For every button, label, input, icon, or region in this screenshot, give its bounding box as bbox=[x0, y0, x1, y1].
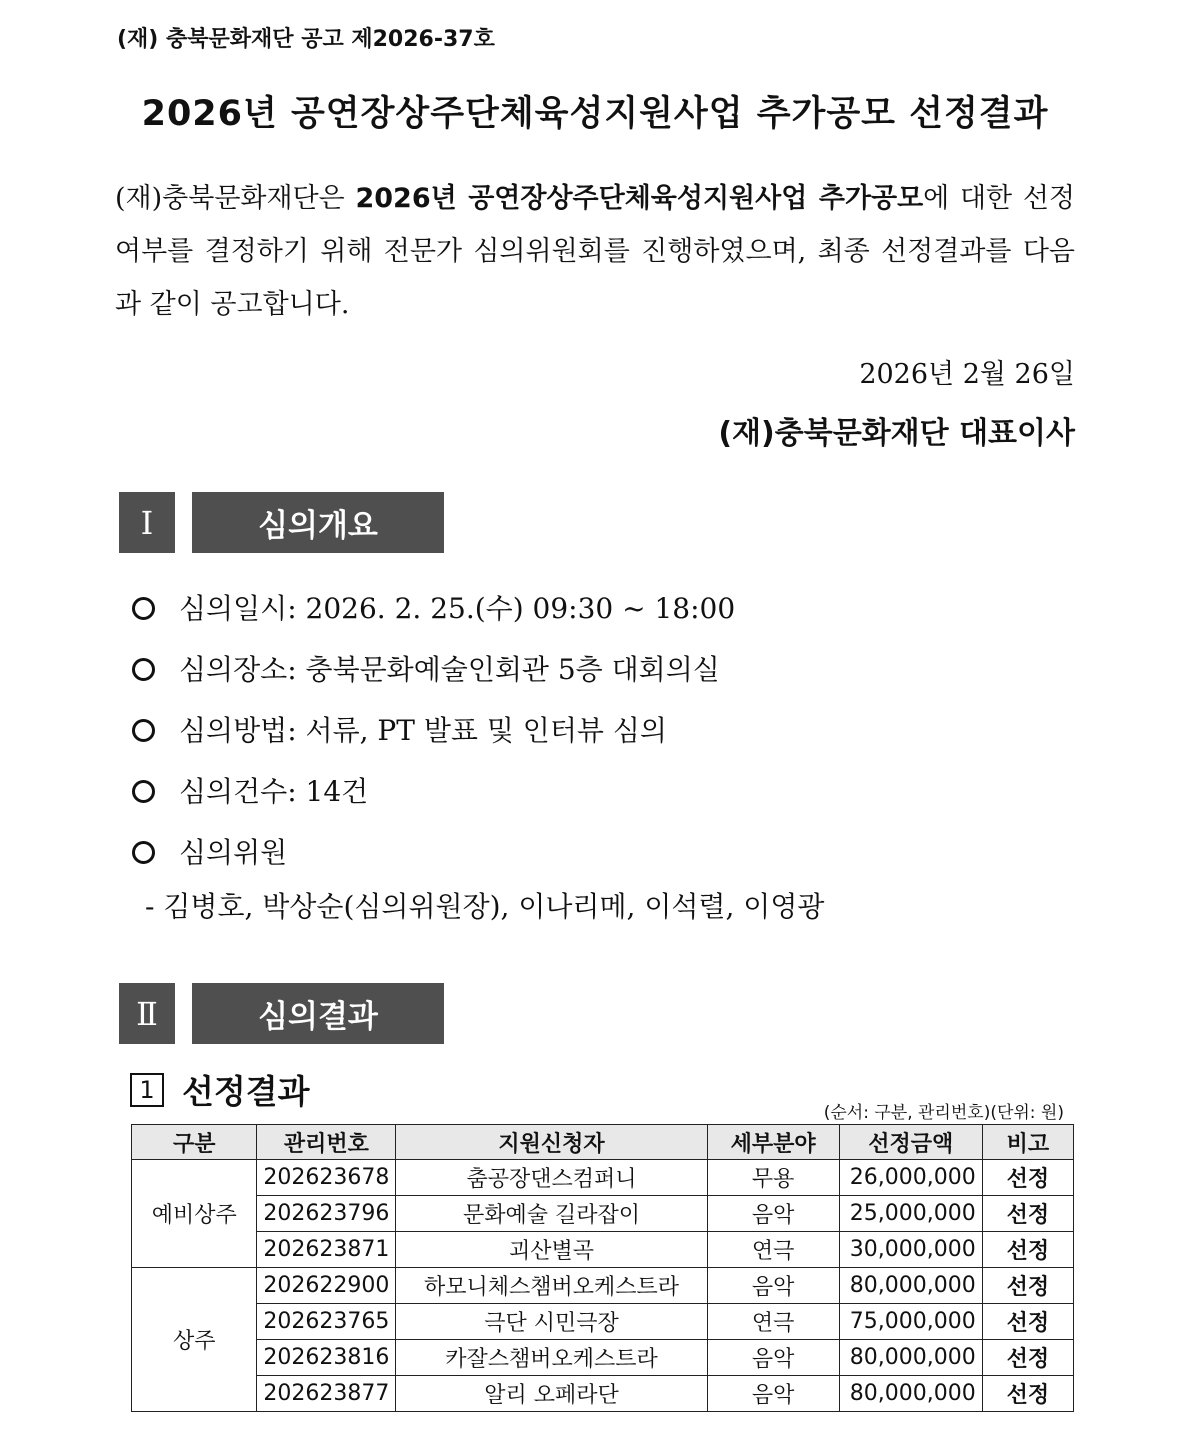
notice-date: 2026년 2월 26일 bbox=[859, 359, 1075, 390]
applicant-cell: 극단 시민극장 bbox=[396, 1304, 707, 1340]
amount-cell: 75,000,000 bbox=[839, 1304, 982, 1340]
id-cell: 202622900 bbox=[257, 1268, 396, 1304]
signer: (재)충북문화재단 대표이사 bbox=[718, 416, 1075, 451]
section1-title: 심의개요 bbox=[192, 492, 444, 553]
header-id: 관리번호 bbox=[257, 1125, 396, 1160]
category-cell: 상주 bbox=[132, 1268, 257, 1412]
note-cell: 선정 bbox=[982, 1268, 1073, 1304]
note-cell: 선정 bbox=[982, 1232, 1073, 1268]
circle-bullet-icon bbox=[132, 841, 155, 864]
id-cell: 202623765 bbox=[257, 1304, 396, 1340]
subsection-number: 1 bbox=[130, 1073, 164, 1107]
applicant-cell: 문화예술 길라잡이 bbox=[396, 1196, 707, 1232]
circle-bullet-icon bbox=[132, 658, 155, 681]
list-item bbox=[132, 822, 735, 883]
applicant-cell: 하모니체스챔버오케스트라 bbox=[396, 1268, 707, 1304]
intro-paragraph bbox=[115, 172, 1075, 331]
note-cell: 선정 bbox=[982, 1376, 1073, 1412]
field-cell: 무용 bbox=[707, 1160, 839, 1196]
review-method: 심의방법: 서류, PT 발표 및 인터뷰 심의 bbox=[179, 713, 667, 747]
subsection-heading bbox=[130, 1066, 310, 1113]
review-committee: 심의위원 bbox=[179, 835, 288, 869]
intro-prefix: (재)충북문화재단은 bbox=[115, 183, 356, 214]
id-cell: 202623877 bbox=[257, 1376, 396, 1412]
amount-cell: 30,000,000 bbox=[839, 1232, 982, 1268]
list-item bbox=[132, 578, 735, 639]
circle-bullet-icon bbox=[132, 780, 155, 803]
amount-cell: 25,000,000 bbox=[839, 1196, 982, 1232]
selection-result-table bbox=[131, 1124, 1074, 1412]
field-cell: 음악 bbox=[707, 1196, 839, 1232]
intro-highlight: 2026년 공연장상주단체육성지원사업 추가공모 bbox=[355, 183, 924, 214]
table-row bbox=[132, 1340, 1074, 1376]
id-cell: 202623796 bbox=[257, 1196, 396, 1232]
amount-cell: 80,000,000 bbox=[839, 1268, 982, 1304]
review-venue: 심의장소: 충북문화예술인회관 5층 대회의실 bbox=[179, 652, 720, 686]
table-row bbox=[132, 1304, 1074, 1340]
table-row bbox=[132, 1196, 1074, 1232]
applicant-cell: 춤공장댄스컴퍼니 bbox=[396, 1160, 707, 1196]
id-cell: 202623871 bbox=[257, 1232, 396, 1268]
field-cell: 연극 bbox=[707, 1232, 839, 1268]
table-row bbox=[132, 1376, 1074, 1412]
review-count: 심의건수: 14건 bbox=[179, 774, 369, 808]
id-cell: 202623678 bbox=[257, 1160, 396, 1196]
amount-cell: 80,000,000 bbox=[839, 1376, 982, 1412]
table-row bbox=[132, 1268, 1074, 1304]
amount-cell: 80,000,000 bbox=[839, 1340, 982, 1376]
table-header-row bbox=[132, 1125, 1074, 1160]
note-cell: 선정 bbox=[982, 1304, 1073, 1340]
header-applicant: 지원신청자 bbox=[396, 1125, 707, 1160]
section2-title: 심의결과 bbox=[192, 983, 444, 1044]
table-row bbox=[132, 1160, 1074, 1196]
header-field: 세부분야 bbox=[707, 1125, 839, 1160]
id-cell: 202623816 bbox=[257, 1340, 396, 1376]
header-category: 구분 bbox=[132, 1125, 257, 1160]
section1-number: Ⅰ bbox=[119, 492, 175, 553]
header-note: 비고 bbox=[982, 1125, 1073, 1160]
table-row bbox=[132, 1232, 1074, 1268]
note-cell: 선정 bbox=[982, 1340, 1073, 1376]
amount-cell: 26,000,000 bbox=[839, 1160, 982, 1196]
category-cell: 예비상주 bbox=[132, 1160, 257, 1268]
list-item bbox=[132, 700, 735, 761]
applicant-cell: 알리 오페라단 bbox=[396, 1376, 707, 1412]
circle-bullet-icon bbox=[132, 597, 155, 620]
intro-suffix: 에 대한 선정 여부를 결정하기 위해 전문가 심의위원회를 진행하였으며, 최종 선정결과를 다음과 같이 공고합니다. bbox=[115, 183, 1076, 320]
header-amount: 선정금액 bbox=[839, 1125, 982, 1160]
notice-number: (재) 충북문화재단 공고 제2026-37호 bbox=[117, 27, 495, 52]
circle-bullet-icon bbox=[132, 719, 155, 742]
review-datetime: 심의일시: 2026. 2. 25.(수) 09:30 ~ 18:00 bbox=[179, 591, 736, 625]
committee-members: - 김병호, 박상순(심의위원장), 이나리메, 이석렬, 이영광 bbox=[145, 890, 825, 923]
note-cell: 선정 bbox=[982, 1196, 1073, 1232]
list-item bbox=[132, 639, 735, 700]
note-cell: 선정 bbox=[982, 1160, 1073, 1196]
field-cell: 연극 bbox=[707, 1304, 839, 1340]
table-note: (순서: 구분, 관리번호)(단위: 원) bbox=[823, 1103, 1064, 1123]
list-item bbox=[132, 761, 735, 822]
applicant-cell: 괴산별곡 bbox=[396, 1232, 707, 1268]
applicant-cell: 카잘스챔버오케스트라 bbox=[396, 1340, 707, 1376]
field-cell: 음악 bbox=[707, 1268, 839, 1304]
review-overview-list bbox=[132, 578, 735, 883]
document-title: 2026년 공연장상주단체육성지원사업 추가공모 선정결과 bbox=[141, 94, 1049, 134]
field-cell: 음악 bbox=[707, 1376, 839, 1412]
field-cell: 음악 bbox=[707, 1340, 839, 1376]
subsection-title: 선정결과 bbox=[182, 1072, 310, 1111]
section2-number: Ⅱ bbox=[119, 983, 175, 1044]
